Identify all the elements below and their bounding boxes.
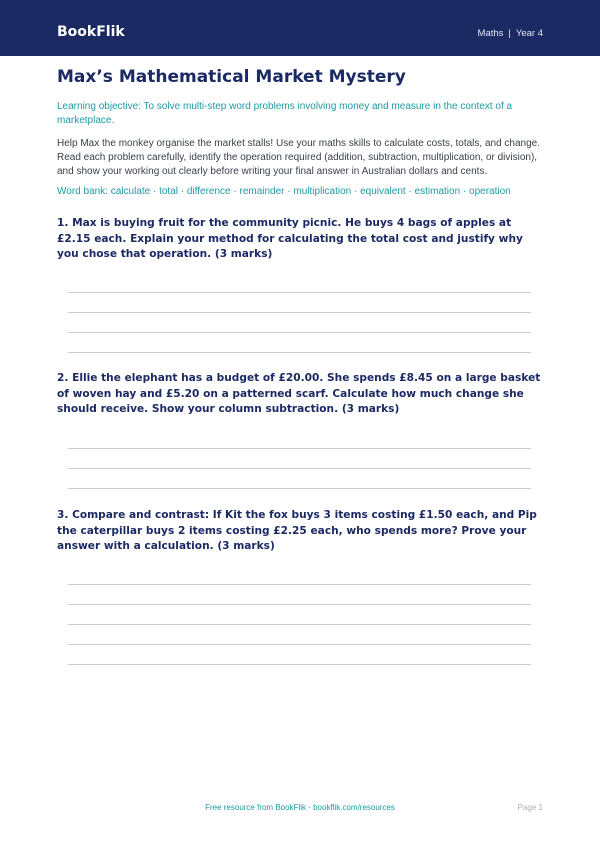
footer-link[interactable]: Free resource from BookFlik · bookflik.com/resources (205, 803, 395, 812)
answer-line[interactable] (68, 352, 531, 353)
year-label: Year 4 (515, 28, 543, 39)
answer-line[interactable] (68, 664, 531, 665)
breadcrumb (478, 27, 543, 41)
answer-line[interactable] (68, 488, 531, 489)
breadcrumb-separator: | (508, 28, 511, 39)
answer-line[interactable] (68, 312, 531, 313)
answer-line[interactable] (68, 448, 531, 449)
page-number: Page 1 (517, 803, 543, 812)
answer-line[interactable] (68, 644, 531, 645)
learning-objective: Learning objective: To solve multi-step word problems involving money and measure in the context of a marketplace. (57, 101, 513, 126)
word-bank: Word bank: calculate · total · difference · remainder · multiplication · equivalent · estimation · operation (57, 186, 511, 197)
brand-logo[interactable]: BookFlik (57, 24, 125, 40)
question-2: 2. Ellie the elephant has a budget of £20.00. She spends £8.45 on a large basket of woven hay and £5.20 on a patterned scarf. Calculate how much change she should receive. Show your column subtraction. (3 marks) (57, 372, 541, 415)
answer-line[interactable] (68, 292, 531, 293)
header-bar (0, 0, 600, 56)
answer-line[interactable] (68, 332, 531, 333)
subject-label: Maths (477, 28, 504, 39)
answer-line[interactable] (68, 468, 531, 469)
answer-line[interactable] (68, 584, 531, 585)
page-title: Max’s Mathematical Market Mystery (57, 67, 406, 87)
intro-text: Help Max the monkey organise the market stalls! Use your maths skills to calculate costs, totals, and change. Read each problem carefully, identify the operation required (addition, subtraction, multiplication, or division), and show your working out clearly before writing your final answer in Australian dollars and cents. (57, 138, 540, 177)
answer-line[interactable] (68, 624, 531, 625)
answer-line[interactable] (68, 604, 531, 605)
question-1: 1. Max is buying fruit for the community picnic. He buys 4 bags of apples at £2.15 each. Explain your method for calculating the total cost and justify why you chose that operation. (3 marks) (57, 217, 523, 260)
question-3: 3. Compare and contrast: If Kit the fox buys 3 items costing £1.50 each, and Pip the caterpillar buys 2 items costing £2.25 each, who spends more? Prove your answer with a calculation. (3 marks) (57, 509, 537, 552)
